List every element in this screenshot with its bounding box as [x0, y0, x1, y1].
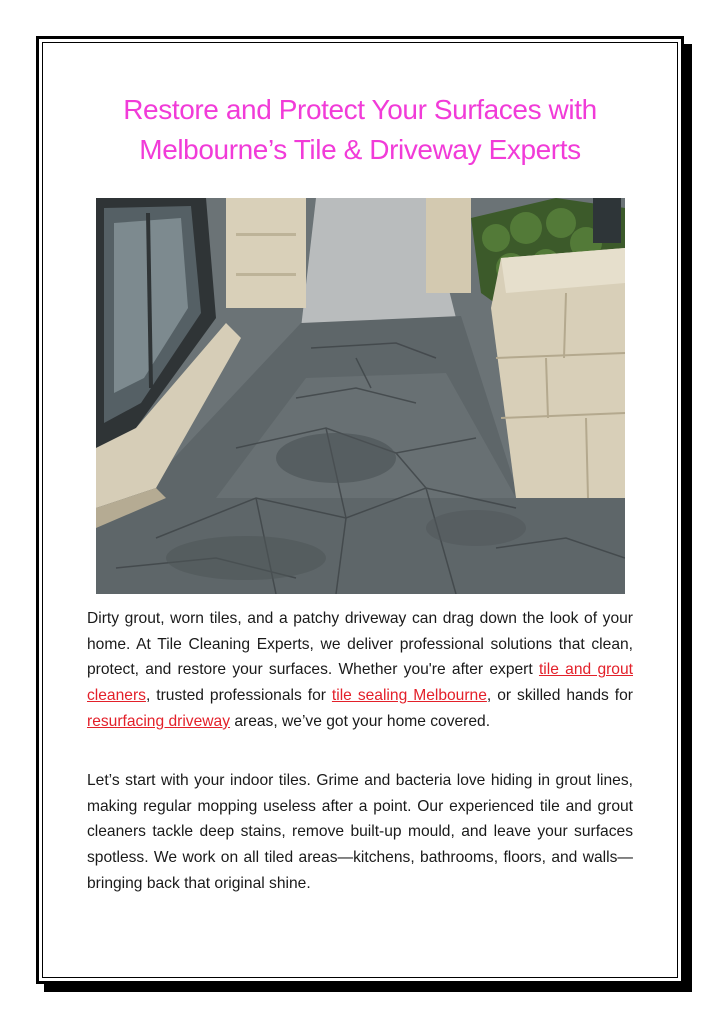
tile-grout-cleaners-link[interactable]: tile and grout cleaners — [87, 661, 633, 705]
intro-text-2: , trusted professionals for — [145, 687, 332, 705]
tile-sealing-melbourne-link[interactable]: tile sealing Melbourne — [331, 687, 487, 705]
intro-text-4: areas, we’ve got your home covered. — [230, 712, 491, 730]
title-line-1: Restore and Protect Your Surfaces with — [123, 94, 597, 125]
intro-text-3: , or skilled hands for — [486, 687, 634, 705]
page-title — [0, 90, 720, 170]
indoor-tiles-paragraph: Let’s start with your indoor tiles. Grime and bacteria love hiding in grout lines, making regular mopping useless after a point. Our experienced tile and grout cleaners tackle deep stains, remove built-up mould, and leave your surfaces spotless. We work on all tiled areas—kitchens, bathrooms, floors, and walls—bringing back that original shine. — [87, 772, 633, 892]
intro-text-1: Dirty grout, worn tiles, and a patchy driveway can drag down the look of your home. At Tile Cleaning Experts, we deliver professional solutions that clean, protect, and restore your surfaces. Whether you're after expert — [87, 610, 633, 679]
resurfacing-driveway-link[interactable]: resurfacing driveway — [87, 712, 231, 730]
title-line-2: Melbourne’s Tile & Driveway Experts — [139, 134, 581, 165]
tiled-walkway-photo — [96, 198, 625, 594]
intro-paragraph — [87, 606, 633, 735]
